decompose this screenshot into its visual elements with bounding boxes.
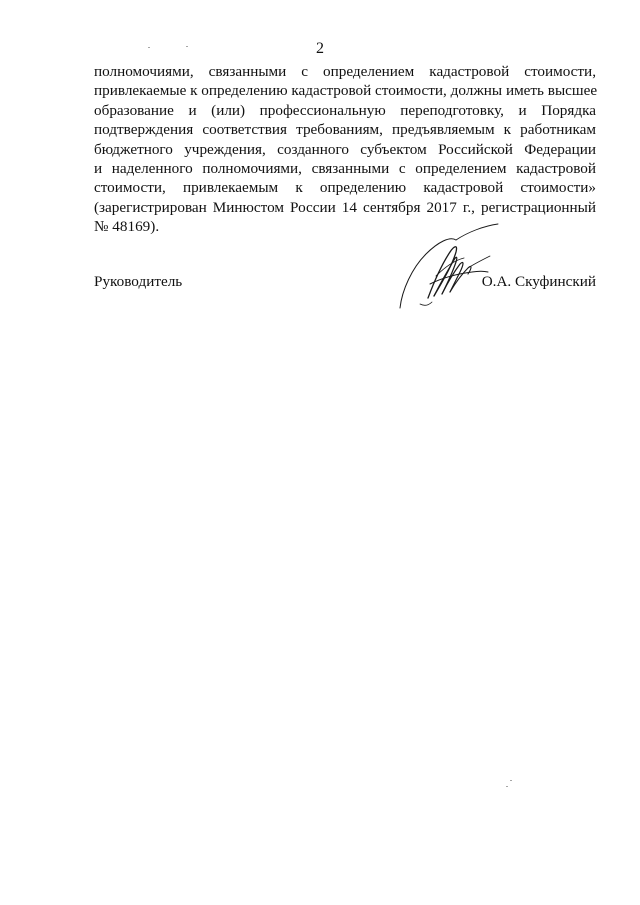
signer-position: Руководитель <box>94 273 183 290</box>
handwritten-signature-icon <box>398 220 508 312</box>
document-body-text <box>94 62 596 237</box>
body-text-line: № 48169). <box>94 218 160 236</box>
page-number: 2 <box>316 40 324 57</box>
scan-speck <box>186 46 188 47</box>
body-text-line: образование и (или) профессиональную переподготовку, и Порядка <box>94 101 596 119</box>
signature-block <box>94 272 596 294</box>
body-text-line: бюджетного учреждения, созданного субъектом Российской Федерации <box>94 140 596 158</box>
body-text-line: (зарегистрирован Минюстом России 14 сентября 2017 г., регистрационный <box>94 198 596 216</box>
body-text-line: привлекаемые к определению кадастровой стоимости, должны иметь высшее <box>94 82 598 100</box>
scan-speck <box>510 780 512 781</box>
signer-name: О.А. Скуфинский <box>481 273 596 290</box>
body-text-line: стоимости, привлекаемым к определению кадастровой стоимости» <box>94 179 596 197</box>
scan-speck <box>506 786 508 787</box>
scan-speck <box>148 47 150 48</box>
body-text-line: и наделенного полномочиями, связанными с определением кадастровой <box>94 160 596 178</box>
body-text-line: полномочиями, связанными с определением кадастровой стоимости, <box>94 63 596 80</box>
body-text-line: подтверждения соответствия требованиям, предъявляемым к работникам <box>94 121 596 139</box>
